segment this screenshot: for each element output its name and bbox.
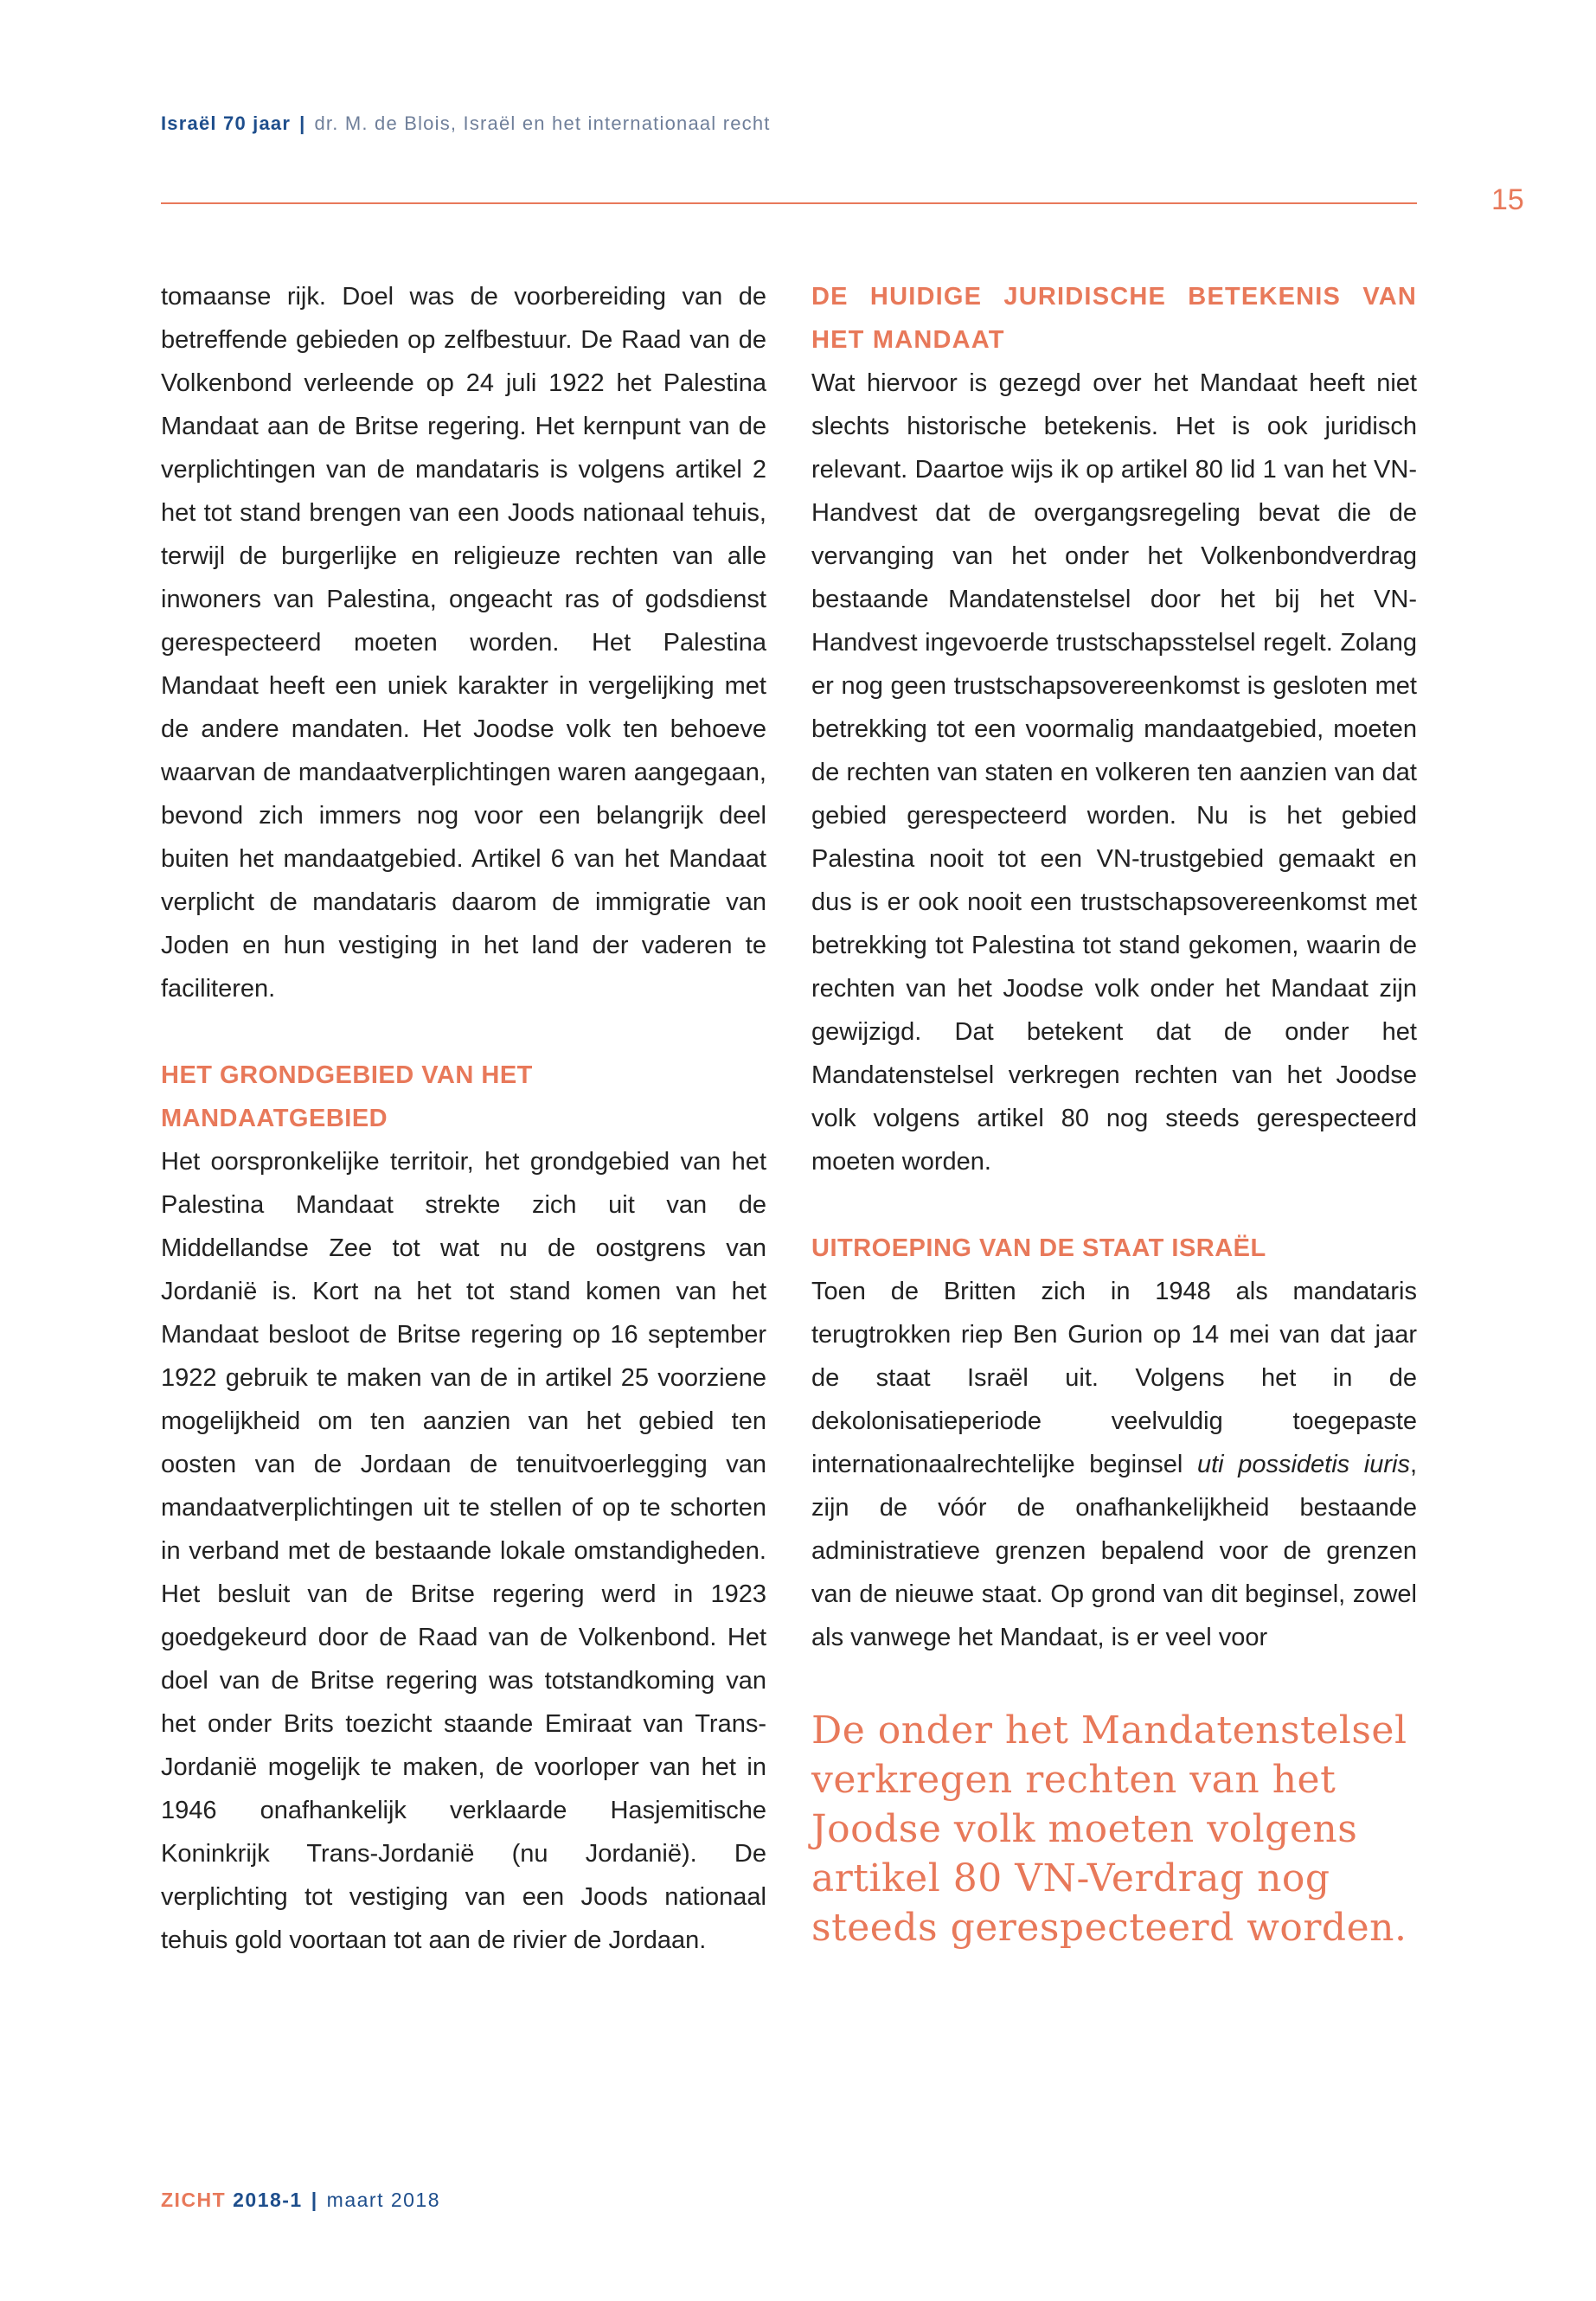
body-paragraph: Het oorspronkelijke territoir, het grondgebied van het Palestina Mandaat strekte zich uit van de Middellandse Zee tot wat nu de oostgrens van Jordanië is. Kort na het tot stand komen van het Mandaat besloot de Britse regering op 16 september 1922 gebruik te maken van de in artikel 25 voorziene mogelijkheid om ten aanzien van het gebied ten oosten van de Jordaan de tenuitvoerlegging van mandaatverplichtingen uit te stellen of op te schorten in verband met de bestaande lokale omstandigheden. Het besluit van de Britse regering werd in 1923 goedgekeurd door de Raad van de Volkenbond. Het doel van de Britse regering was totstandkoming van het onder Brits toezicht staande Emiraat van Trans-Jordanië mogelijk te maken, de voorloper van het in 1946 onafhankelijk verklaarde Hasjemitische Koninkrijk Trans-Jordanië (nu Jordanië). De verplichting tot vestiging van een Joods nationaal tehuis gold voortaan tot aan de rivier de Jordaan. [161, 1148, 766, 1954]
section-heading: HET GRONDGEBIED VAN HET MANDAATGEBIED [161, 1061, 533, 1132]
right-column [811, 275, 1417, 1952]
latin-term: uti possidetis iuris [1196, 1451, 1410, 1478]
left-column [161, 275, 766, 1962]
page-number: 15 [1491, 183, 1524, 216]
header-separator: | [299, 112, 306, 134]
body-paragraph: tomaanse rijk. Doel was de voorbereiding van de betreffende gebieden op zelfbestuur. De Raad van de Volkenbond verleende op 24 juli 1922 het Palestina Mandaat aan de Britse regering. Het kernpunt van de verplichtingen van de mandataris is volgens artikel 2 het tot stand brengen van een Joods nationaal tehuis, terwijl de burgerlijke en religieuze rechten van alle inwoners van Palestina, ongeacht ras of godsdienst gerespecteerd moeten worden. Het Palestina Mandaat heeft een uniek karakter in vergelijking met de andere mandaten. Het Joodse volk ten behoeve waarvan de mandaatverplichtingen waren aangegaan, bevond zich immers nog voor een belangrijk deel buiten het mandaatgebied. Artikel 6 van het Mandaat verplicht de mandataris daarom de immigratie van Joden en hun vestiging in het land der vaderen te faciliteren. [161, 283, 766, 1003]
running-header [161, 112, 771, 135]
section-heading: DE HUIDIGE JURIDISCHE BETEKENIS VAN HET MANDAAT [811, 283, 1417, 354]
body-paragraph [811, 1270, 1417, 1659]
issue-number: 2018-1 [233, 2189, 303, 2211]
header-rule [161, 202, 1417, 204]
page-footer [161, 2189, 440, 2212]
publication-title: Israël 70 jaar [161, 112, 292, 134]
body-paragraph: Wat hiervoor is gezegd over het Mandaat heeft niet slechts historische betekenis. Het is ook juridisch relevant. Daartoe wijs ik op artikel 80 lid 1 van het VN-Handvest dat de overgangsregeling bevat die de vervanging van het onder het Volkenbondverdrag bestaande Mandatenstelsel door het bij het VN-Handvest ingevoerde trustschapsstelsel regelt. Zolang er nog geen trustschapsovereenkomst is gesloten met betrekking tot een voormalig mandaatgebied, moeten de rechten van staten en volkeren ten aanzien van dat gebied gerespecteerd worden. Nu is het gebied Palestina nooit tot een VN-trustgebied gemaakt en dus is er ook nooit een trustschapsovereenkomst met betrekking tot Palestina tot stand gekomen, waarin de rechten van het Joodse volk onder het Mandaat zijn gewijzigd. Dat betekent dat de onder het Mandatenstelsel verkregen rechten van het Joodse volk volgens artikel 80 nog steeds gerespecteerd moeten worden. [811, 369, 1417, 1176]
article-subtitle: dr. M. de Blois, Israël en het internationaal recht [314, 112, 771, 134]
pull-quote: De onder het Mandatenstelsel verkregen rechten van het Joodse volk moeten volgens artikel 80 VN-Verdrag nog steeds gerespecteerd worden. [811, 1708, 1407, 1950]
issue-date: maart 2018 [326, 2189, 441, 2211]
footer-separator: | [311, 2189, 318, 2211]
paragraph-gap [161, 1010, 766, 1054]
paragraph-text: , zijn de vóór de onafhankelijkheid bestaande administratieve grenzen bepalend voor de grenzen van de nieuwe staat. Op grond van dit beginsel, zowel als vanwege het Mandaat, is er veel voor [811, 1451, 1418, 1651]
section-heading: UITROEPING VAN DE STAAT ISRAËL [811, 1234, 1266, 1262]
magazine-name: ZICHT [161, 2189, 227, 2211]
paragraph-text: Toen de Britten zich in 1948 als mandataris terugtrokken riep Ben Gurion op 14 mei van dat jaar de staat Israël uit. Volgens het in de dekolonisatieperiode veelvuldig toegepaste internationaalrechtelijke beginsel [811, 1278, 1417, 1478]
paragraph-gap [811, 1183, 1417, 1227]
